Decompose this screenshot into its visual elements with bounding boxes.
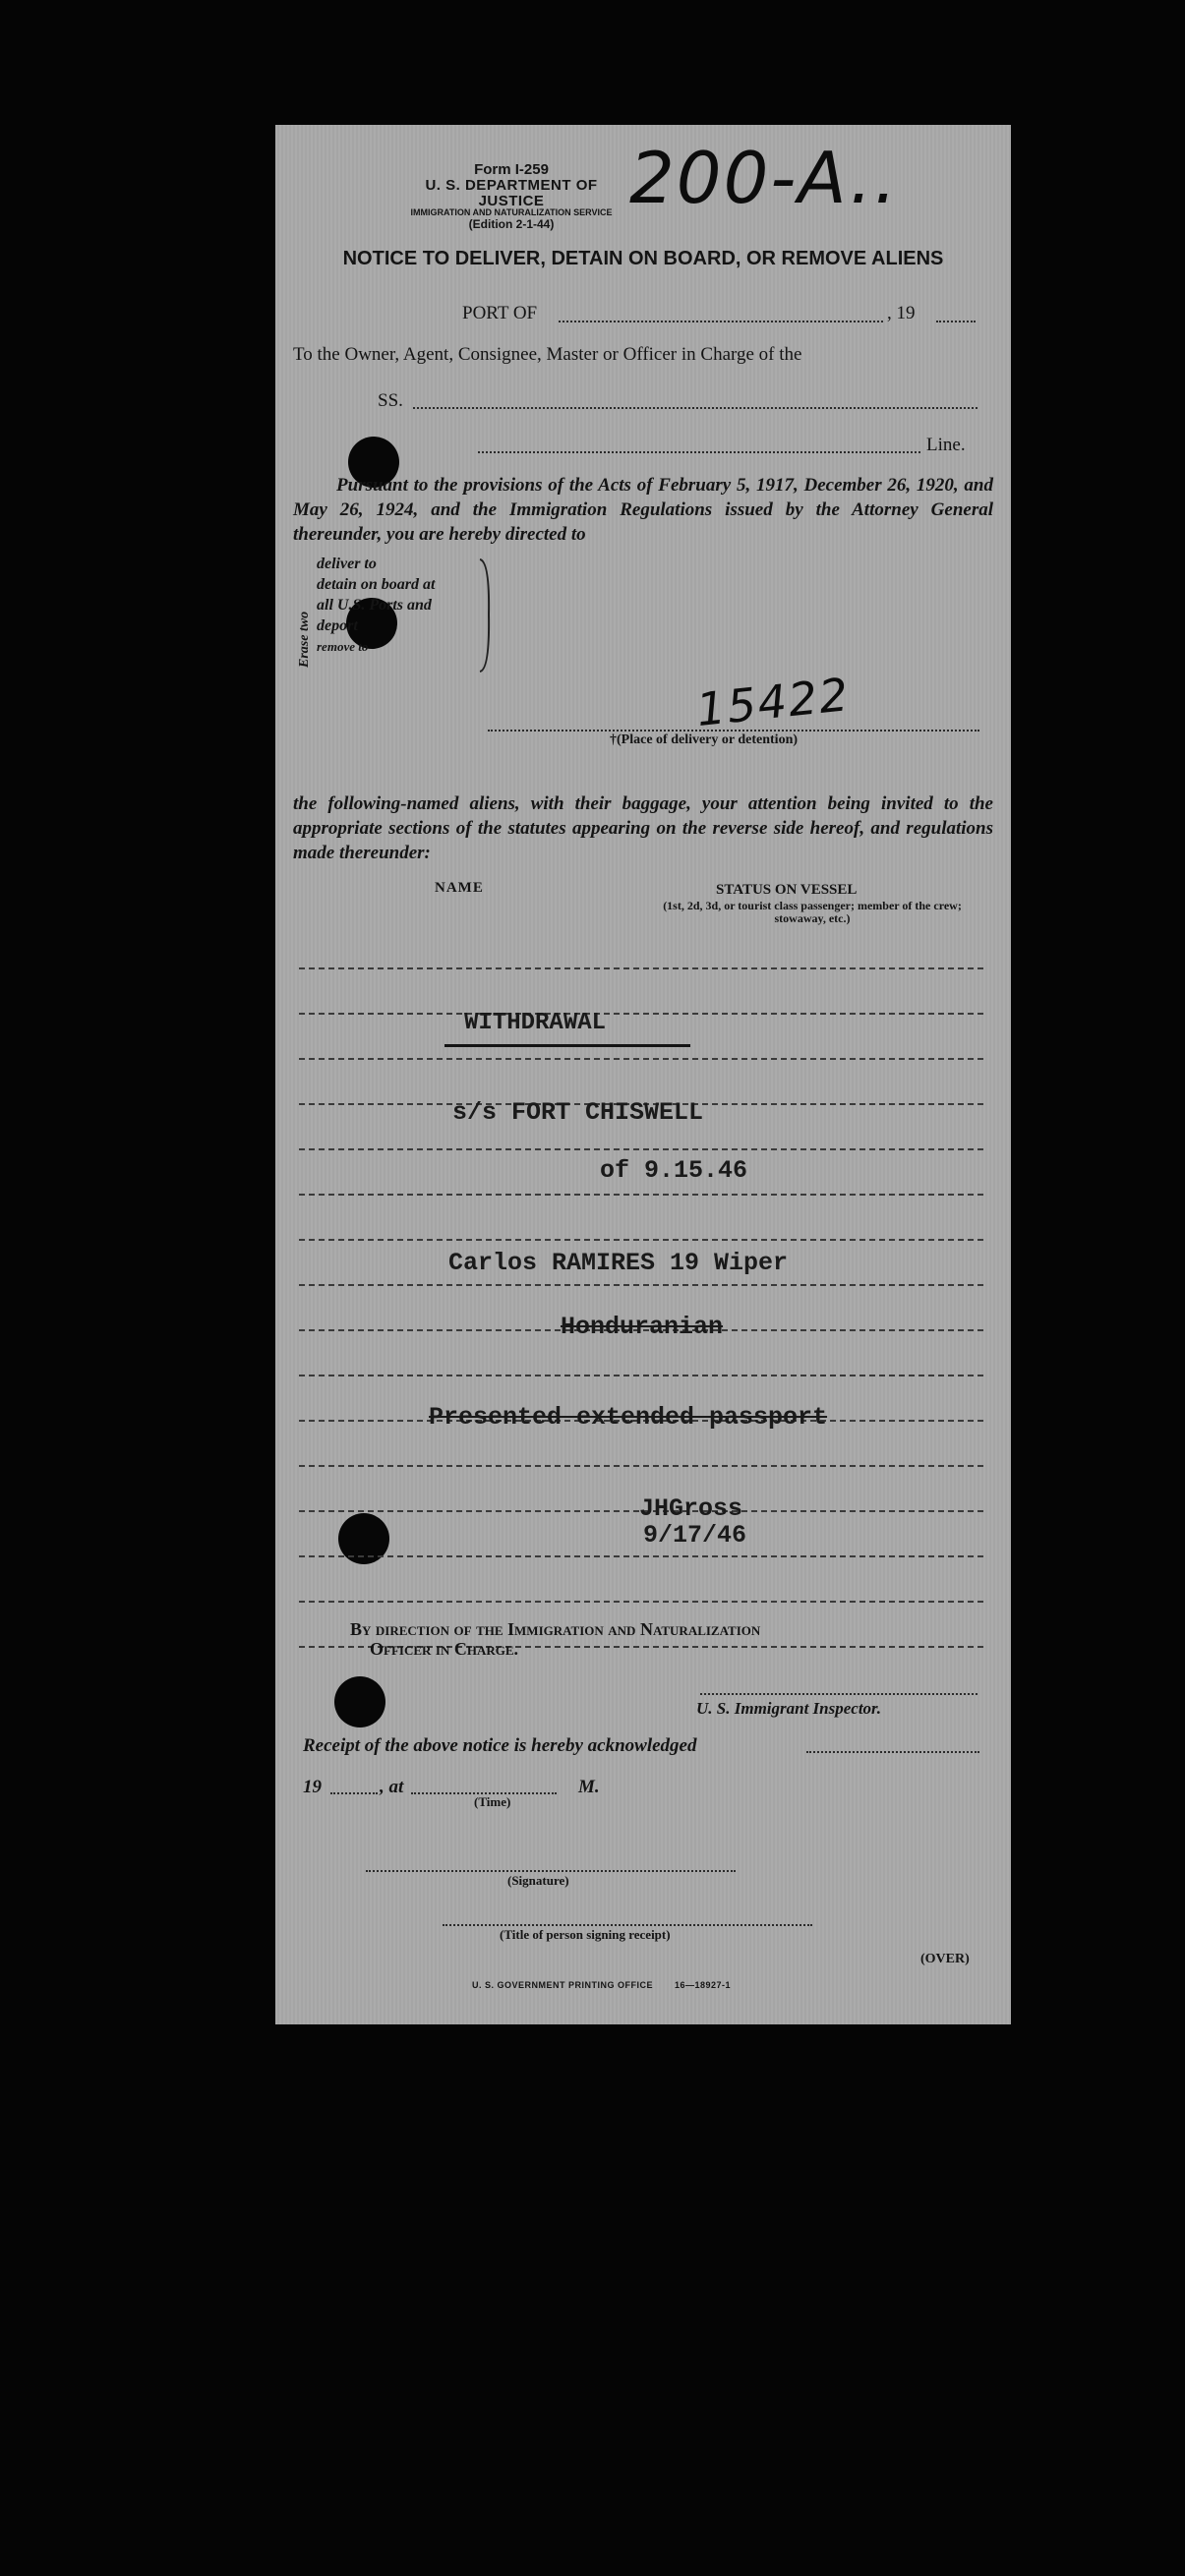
time-caption: (Time) — [474, 1794, 511, 1809]
option-deport: deport — [317, 617, 358, 634]
inspector-signature-line — [700, 1693, 978, 1695]
ruled-line — [299, 1239, 983, 1241]
signature-line — [366, 1870, 736, 1872]
status-column-note: (1st, 2d, 3d, or tourist class passenger; member of the crew; stowaway, etc.) — [663, 899, 962, 925]
nationality-entry: Honduranian — [561, 1313, 724, 1341]
form-header — [393, 162, 629, 230]
receipt-field — [806, 1751, 979, 1753]
port-of-label: PORT OF — [462, 303, 538, 323]
service-name: IMMIGRATION AND NATURALIZATION SERVICE — [410, 207, 613, 218]
owner-line: To the Owner, Agent, Consignee, Master or Officer in Charge of the — [293, 344, 802, 365]
department-name: U. S. DEPARTMENT OF JUSTICE — [425, 176, 598, 209]
meridiem-label: M. — [578, 1777, 600, 1797]
erase-two-label — [297, 569, 313, 668]
officer-in-charge-text: Officer in Charge. — [370, 1639, 519, 1659]
immigration-form — [275, 125, 1011, 2024]
options-bracket — [478, 557, 492, 673]
printing-office-code: 16—18927-1 — [675, 1980, 732, 1990]
by-direction-text: By direction of the Immigration and Naturalization — [350, 1619, 761, 1639]
printing-office-text: U. S. GOVERNMENT PRINTING OFFICE — [472, 1980, 654, 1990]
over-label: (OVER) — [920, 1952, 970, 1966]
ruled-line — [299, 1013, 983, 1015]
initials-date: 9/17/46 — [643, 1521, 747, 1550]
pursuant-paragraph: Pursuant to the provisions of the Acts of February 5, 1917, December 26, 1920, and May 26, 1924, and the Immigration Regulations issued by the Attorney General thereunder, you are hereby directed to — [293, 475, 993, 545]
ruled-line — [299, 1375, 983, 1376]
ruled-line — [299, 1284, 983, 1286]
receipt-date-field — [330, 1792, 378, 1794]
inspector-label: U. S. Immigrant Inspector. — [696, 1699, 881, 1718]
year-field — [936, 321, 976, 322]
option-remove: remove to — [317, 639, 369, 654]
status-column-header: STATUS ON VESSEL — [716, 882, 858, 898]
place-caption: †(Place of delivery or detention) — [610, 732, 799, 747]
at-label: , at — [380, 1777, 404, 1797]
ss-field — [413, 407, 978, 409]
place-handwritten: 15422 — [693, 667, 853, 737]
file-number-handwritten: 200-A.. — [629, 137, 899, 219]
following-paragraph: the following-named aliens, with their baggage, your attention being invited to the appropriate sections of the statutes appearing on the reverse side hereof, and regulations made thereunder: — [293, 793, 993, 863]
form-number: Form I-259 — [474, 161, 549, 178]
ruled-line — [299, 1194, 983, 1196]
edition: (Edition 2-1-44) — [468, 216, 555, 231]
name-column-header: NAME — [435, 880, 484, 896]
vessel-date: of 9.15.46 — [600, 1156, 748, 1185]
ruled-line — [299, 1465, 983, 1467]
year-label: , 19 — [887, 303, 916, 323]
erase-two-text: Erase two — [297, 611, 312, 668]
ruled-line — [299, 1555, 983, 1557]
line-field — [478, 451, 920, 453]
punch-hole-4 — [334, 1676, 385, 1727]
title-line — [443, 1924, 812, 1926]
port-of-field — [559, 321, 883, 322]
ruled-line — [299, 1058, 983, 1060]
option-deliver: deliver to — [317, 556, 377, 572]
ruled-line — [299, 1601, 983, 1603]
option-detain: detain on board at — [317, 576, 436, 593]
ruled-line — [299, 967, 983, 969]
ss-label: SS. — [378, 390, 403, 411]
passport-note: Presented extended passport — [429, 1403, 828, 1432]
initials-entry: JHGross — [639, 1494, 743, 1523]
withdrawal-underline — [444, 1044, 690, 1047]
signature-caption: (Signature) — [507, 1873, 569, 1888]
printing-office — [472, 1975, 731, 1993]
alien-entry: Carlos RAMIRES 19 Wiper — [448, 1249, 789, 1277]
line-label: Line. — [926, 435, 966, 455]
ruled-line — [299, 1148, 983, 1150]
form-title: NOTICE TO DELIVER, DETAIN ON BOARD, OR REMOVE ALIENS — [342, 248, 944, 269]
option-all-ports: all U.S. Ports and — [317, 597, 432, 614]
delivery-options — [317, 554, 504, 657]
withdrawal-heading: WITHDRAWAL — [464, 1010, 607, 1036]
year-prefix: 19 — [303, 1777, 322, 1797]
receipt-text: Receipt of the above notice is hereby acknowledged — [303, 1735, 697, 1756]
title-caption: (Title of person signing receipt) — [500, 1927, 671, 1942]
vessel-name: s/s FORT CHISWELL — [452, 1098, 704, 1127]
